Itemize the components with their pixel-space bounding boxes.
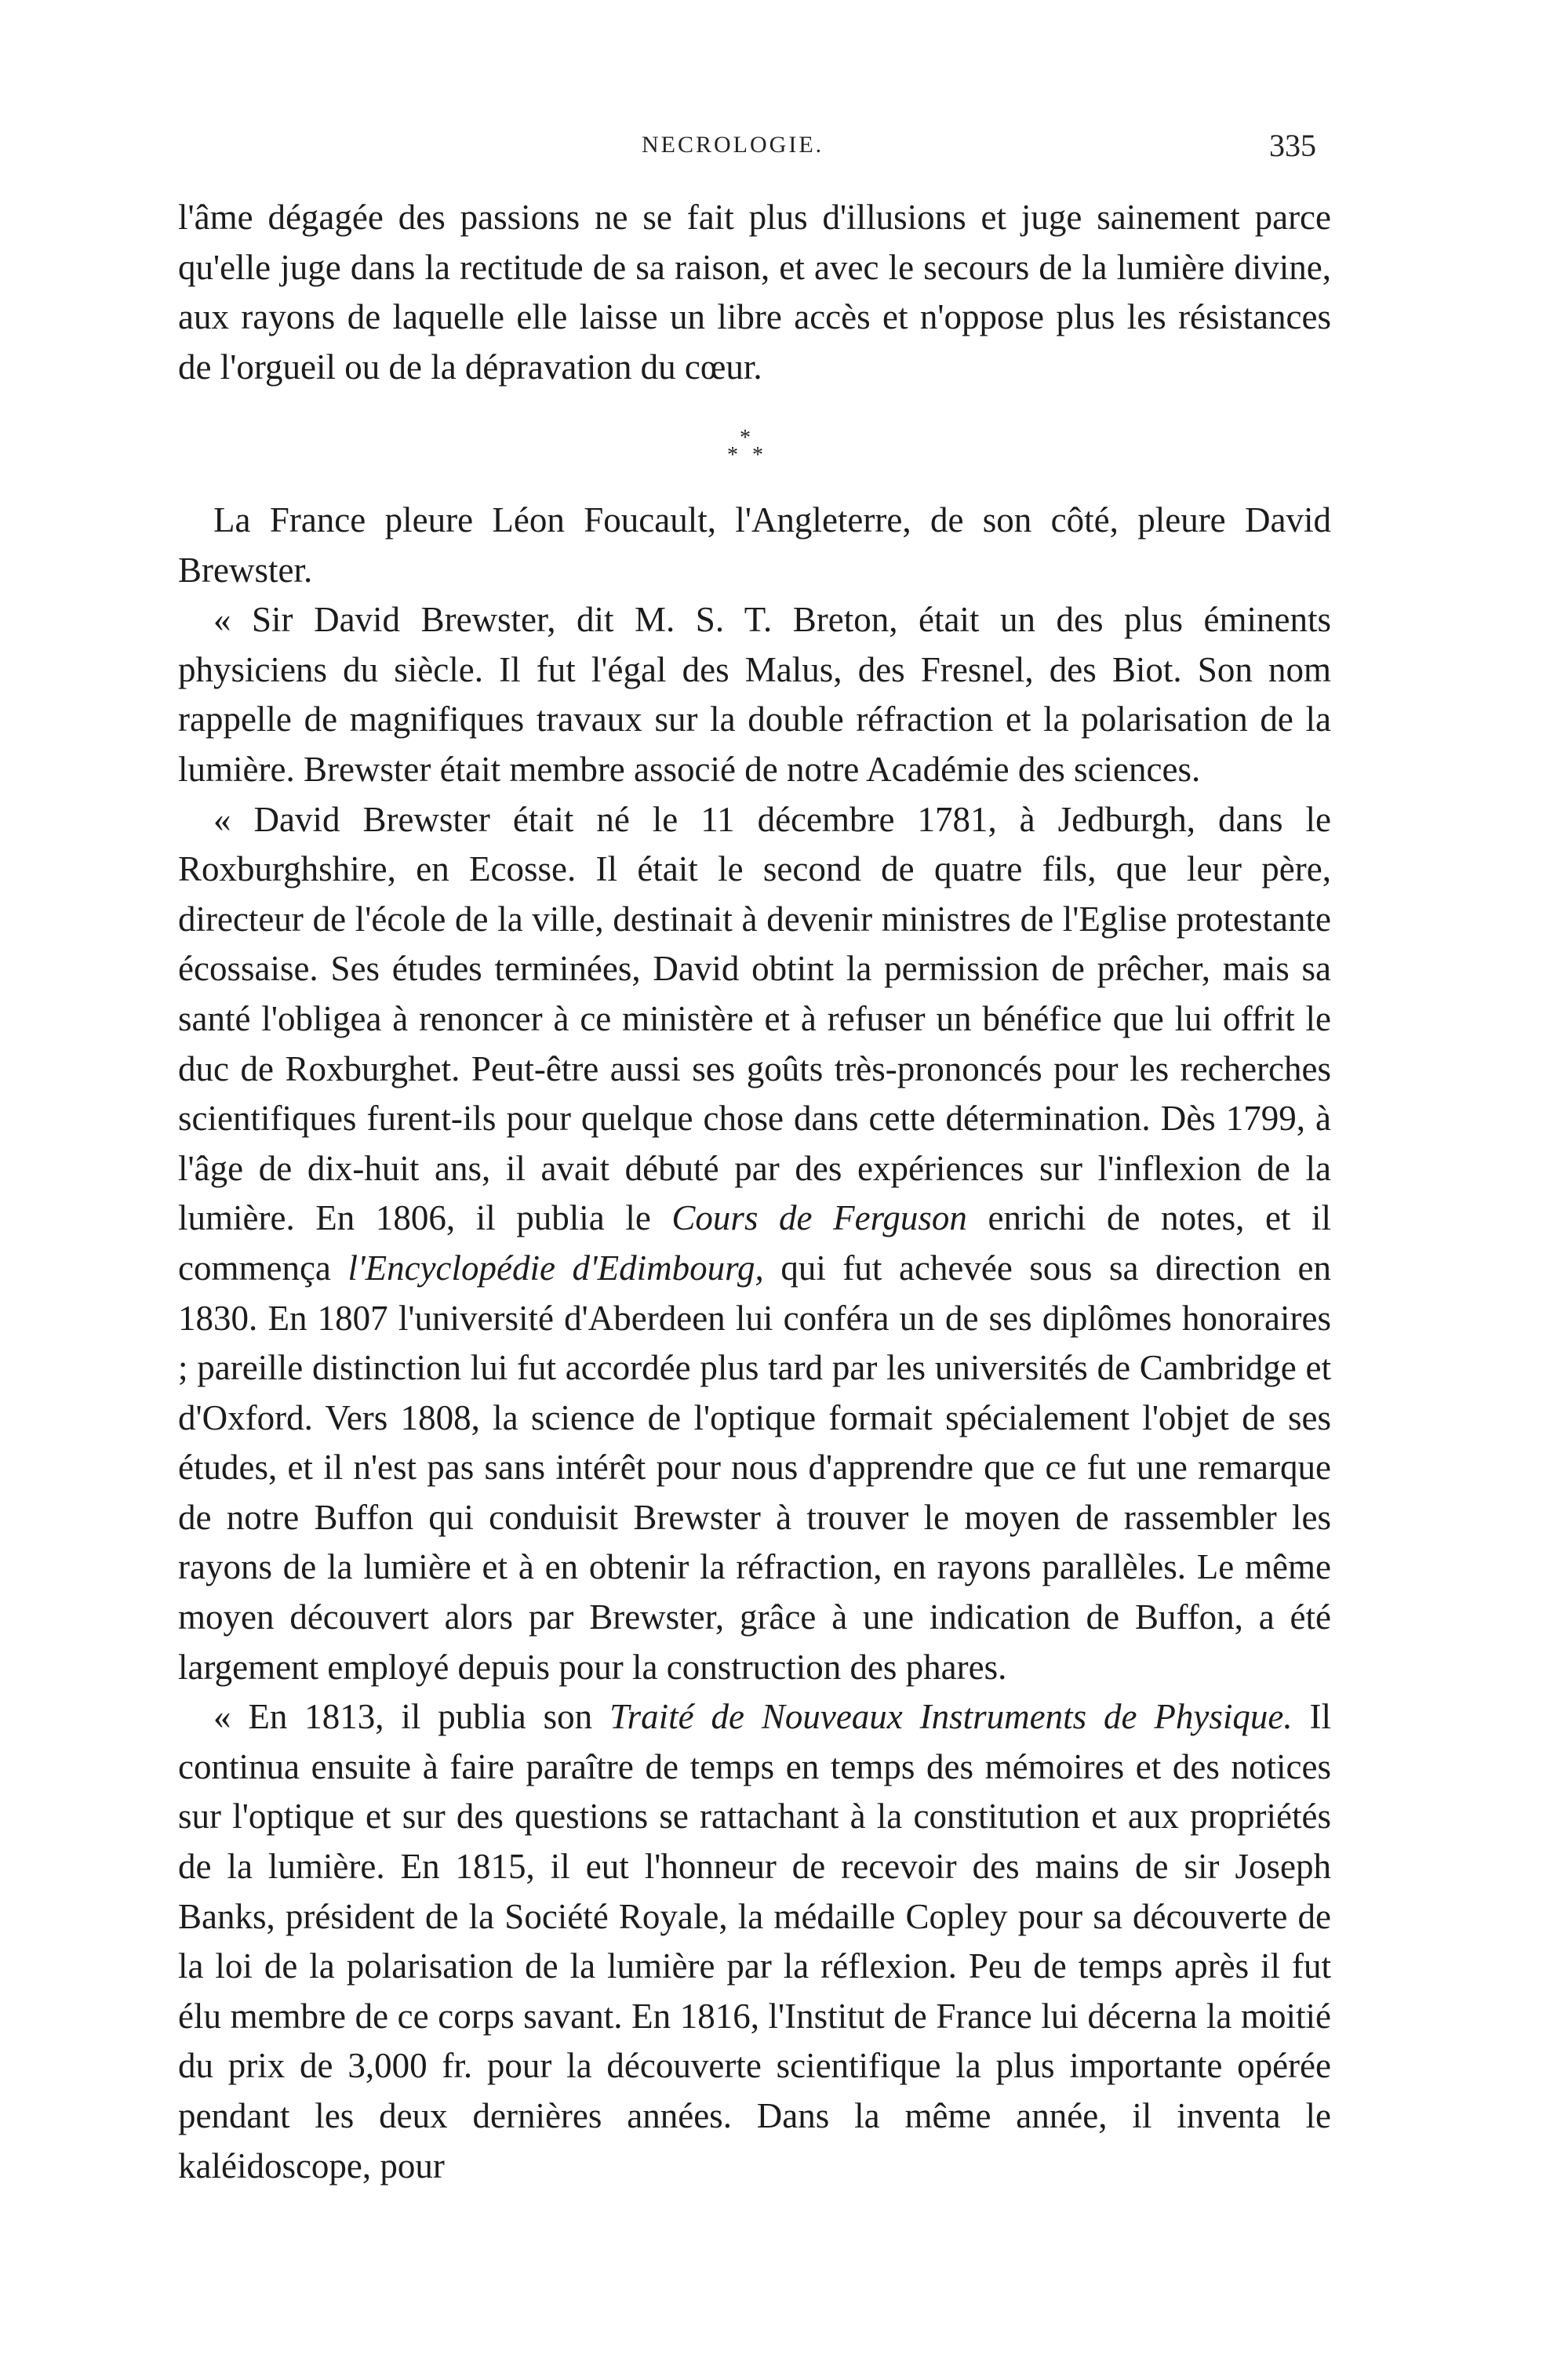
text-block-main [178,496,1331,2191]
text-block-top [178,193,1331,392]
paragraph-continuation: l'âme dégagée des passions ne se fait plus d'illusions et juge sainement parce qu'elle juge dans la rectitude de sa raison, et avec le secours de la lumière divine, aux rayons de laquelle elle laisse un libre accès et n'oppose plus les résistances de l'orgueil ou de la dépravation du cœur. [178,198,1331,387]
biography-text-middle: enrichi de notes, et il commença [178,1198,1332,1288]
paragraph-1813-start: « En 1813, il publia son [213,1697,593,1737]
asterism-bottom-row [710,443,780,467]
work-title-encyclopedie: l'Encyclopédie d'Edimbourg, [347,1248,764,1288]
biography-text-end: qui fut achevée sous sa direction en 1830. En 1807 l'université d'Aberdeen lui conféra un de ses diplômes honoraires ; pareille distinction lui fut accordée plus tard par les universités de Cambridge et d'Oxford. Vers 1808, la science de l'optique formait spécialement l'objet de ses études, et il n'est pas sans intérêt pour nous d'apprendre que ce fut une remarque de notre Buffon qui conduisit Brewster à trouver le moyen de rassembler les rayons de la lumière et à en obtenir la réfraction, en rayons parallèles. Le même moyen découvert alors par Brewster, grâce à une indication de Buffon, a été largement employé depuis pour la construction des phares. [178,1248,1332,1687]
asterism-star-left: * [727,443,738,467]
asterism-star-right: * [752,443,763,467]
running-head: NECROLOGIE. [642,132,824,158]
paragraph-1813-end: Il continua ensuite à faire paraître de temps en temps des mémoires et des notices sur l'optique et sur des questions se rattachant à la constitution et aux propriétés de la lumière. En 1815, il eut l'honneur de recevoir des mains de sir Joseph Banks, président de la Société Royale, la médaille Copley pour sa découverte de la loi de la polarisation de la lumière par la réflexion. Peu de temps après il fut élu membre de ce corps savant. En 1816, l'Institut de France lui décerna la moitié du prix de 3,000 fr. pour la découverte scientifique la plus importante opérée pendant les deux dernières années. Dans la même année, il inventa le kaléidoscope, pour [178,1697,1331,2186]
paragraph-sir-david-brewster: « Sir David Brewster, dit M. S. T. Breton, était un des plus éminents physiciens du siècle. Il fut l'égal des Malus, des Fresnel, des Biot. Son nom rappelle de magnifiques travaux sur la double réfraction et la polarisation de la lumière. Brewster était membre associé de notre Académie des sciences. [178,600,1331,789]
asterism-star-top: * [740,426,751,450]
work-title-cours-de-ferguson: Cours de Ferguson [671,1198,967,1238]
asterism-divider [710,426,780,467]
paragraph-biography [178,795,1331,1693]
biography-text-start: « David Brewster était né le 11 décembre 1781, à Jedburgh, dans le Roxburghshire, en Ecosse. Il était le second de quatre fils, que leur père, directeur de l'école de la ville, destinait à devenir ministres de l'Eglise protestante écossaise. Ses études terminées, David obtint la permission de prêcher, mais sa santé l'obligea à renoncer à ce ministère et à refuser un bénéfice que lui offrit le duc de Roxburghet. Peut-être aussi ses goûts très-prononcés pour les recherches scientifiques furent-ils pour quelque chose dans cette détermination. Dès 1799, à l'âge de dix-huit ans, il avait débuté par des expériences sur l'inflexion de la lumière. En 1806, il publia le [178,799,1331,1238]
work-title-traite: Traité de Nouveaux Instruments de Physique. [609,1697,1293,1737]
page-number: 335 [1269,128,1316,163]
paragraph-france-pleure: La France pleure Léon Foucault, l'Angleterre, de son côté, pleure David Brewster. [178,500,1331,590]
paragraph-1813 [178,1692,1331,2191]
